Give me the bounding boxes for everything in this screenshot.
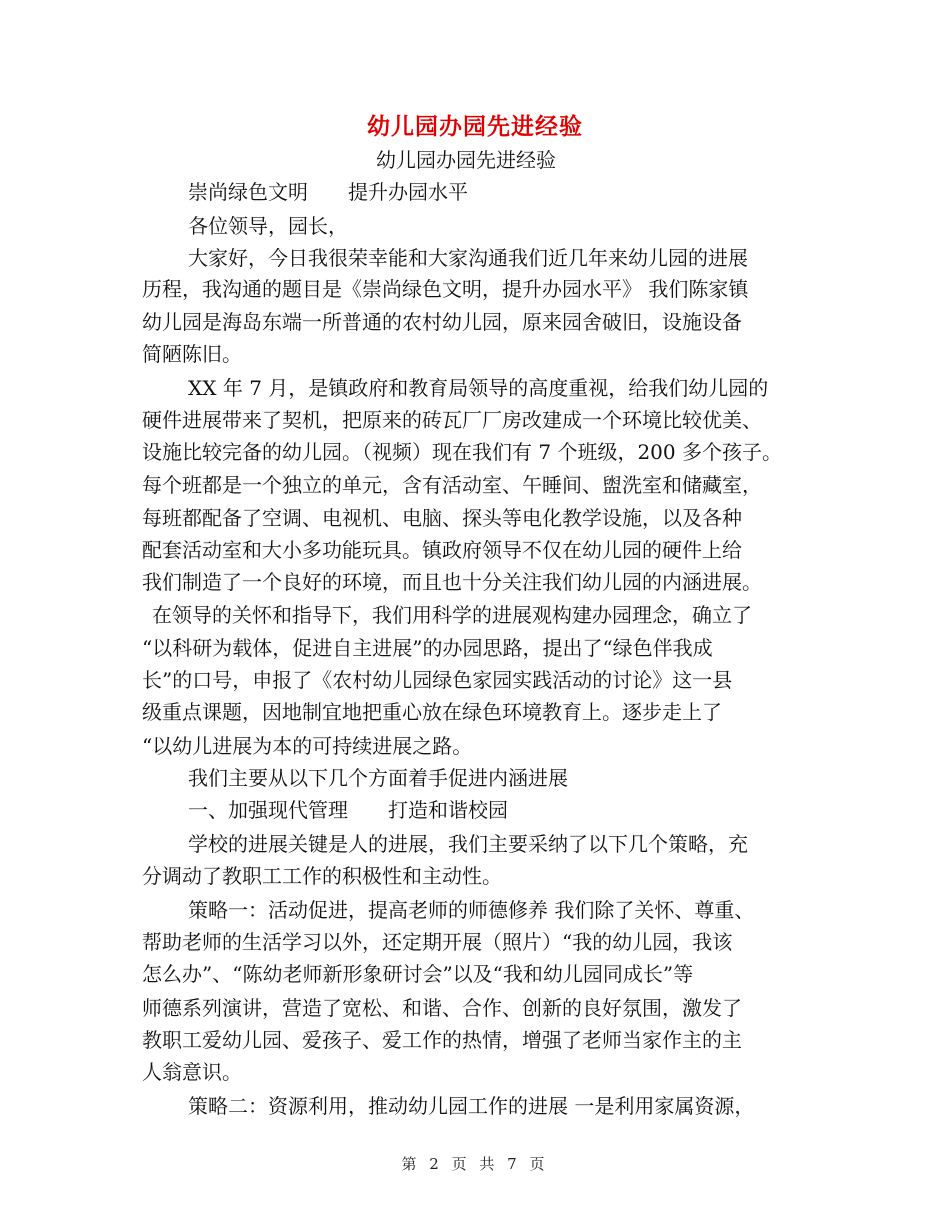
body-line: 在领导的关怀和指导下，我们用科学的进展观构建办园理念，确立了 [152, 603, 752, 627]
body-line: 我们制造了一个良好的环境，而且也十分关注我们幼儿园的内涵进展。 [142, 570, 762, 594]
section-heading: 一、加强现代管理 打造和谐校园 [188, 798, 508, 822]
body-line: “以幼儿进展为本的可持续进展之路。 [142, 734, 473, 758]
body-line: 每个班都是一个独立的单元，含有活动室、午睡间、盥洗室和储藏室， [142, 473, 762, 497]
subtitle: 幼儿园办园先进经验 [376, 148, 556, 172]
body-line: 策略一：活动促进，提高老师的师德修养 我们除了关怀、尊重、 [188, 898, 755, 922]
body-line: 每班都配备了空调、电视机、电脑、探头等电化教学设施，以及各种 [142, 506, 742, 530]
body-line: 历程，我沟通的题目是《崇尚绿色文明，提升办园水平》 我们陈家镇 [142, 277, 749, 301]
body-line: 分调动了教职工工作的积极性和主动性。 [142, 864, 502, 888]
body-line: 硬件进展带来了契机，把原来的砖瓦厂厂房改建成一个环境比较优美、 [142, 408, 762, 432]
body-line: 怎么办”、“陈幼老师新形象研讨会”以及“我和幼儿园同成长”等 [142, 962, 694, 986]
salutation: 各位领导，园长， [188, 214, 348, 238]
body-line: 师德系列演讲，营造了宽松、和谐、合作、创新的良好氛围，激发了 [142, 996, 742, 1020]
document-title: 幼儿园办园先进经验 [367, 113, 583, 140]
body-line: 教职工爱幼儿园、爱孩子、爱工作的热情，增强了老师当家作主的主 [142, 1028, 742, 1052]
body-line: 级重点课题，因地制宜地把重心放在绿色环境教育上。逐步走上了 [142, 700, 722, 724]
body-line: 设施比较完备的幼儿园。（视频）现在我们有 7 个班级，200 多个孩子。 [142, 440, 782, 464]
body-line: XX 年 7 月，是镇政府和教育局领导的高度重视，给我们幼儿园的 [188, 376, 769, 400]
body-line: 学校的进展关键是人的进展，我们主要采纳了以下几个策略，充 [188, 832, 748, 856]
body-line: 大家好，今日我很荣幸能和大家沟通我们近几年来幼儿园的进展 [188, 246, 748, 270]
body-line: 帮助老师的生活学习以外，还定期开展（照片）“我的幼儿园，我该 [142, 930, 733, 954]
theme-line: 崇尚绿色文明 提升办园水平 [188, 180, 468, 204]
body-line: “以科研为载体，促进自主进展”的办园思路，提出了“绿色伴我成 [142, 636, 713, 660]
body-line: 我们主要从以下几个方面着手促进内涵进展 [188, 766, 568, 790]
page-footer: 第 2 页 共 7 页 [401, 1155, 549, 1173]
body-line: 简陋陈旧。 [142, 342, 242, 366]
body-line: 长”的口号，申报了《农村幼儿园绿色家园实践活动的讨论》这一县 [142, 668, 733, 692]
body-line: 配套活动室和大小多功能玩具。镇政府领导不仅在幼儿园的硬件上给 [142, 538, 742, 562]
body-line: 策略二：资源利用，推动幼儿园工作的进展 一是利用家属资源， [188, 1094, 755, 1118]
body-line: 人翁意识。 [142, 1060, 242, 1084]
body-line: 幼儿园是海岛东端一所普通的农村幼儿园，原来园舍破旧，设施设备 [142, 310, 742, 334]
